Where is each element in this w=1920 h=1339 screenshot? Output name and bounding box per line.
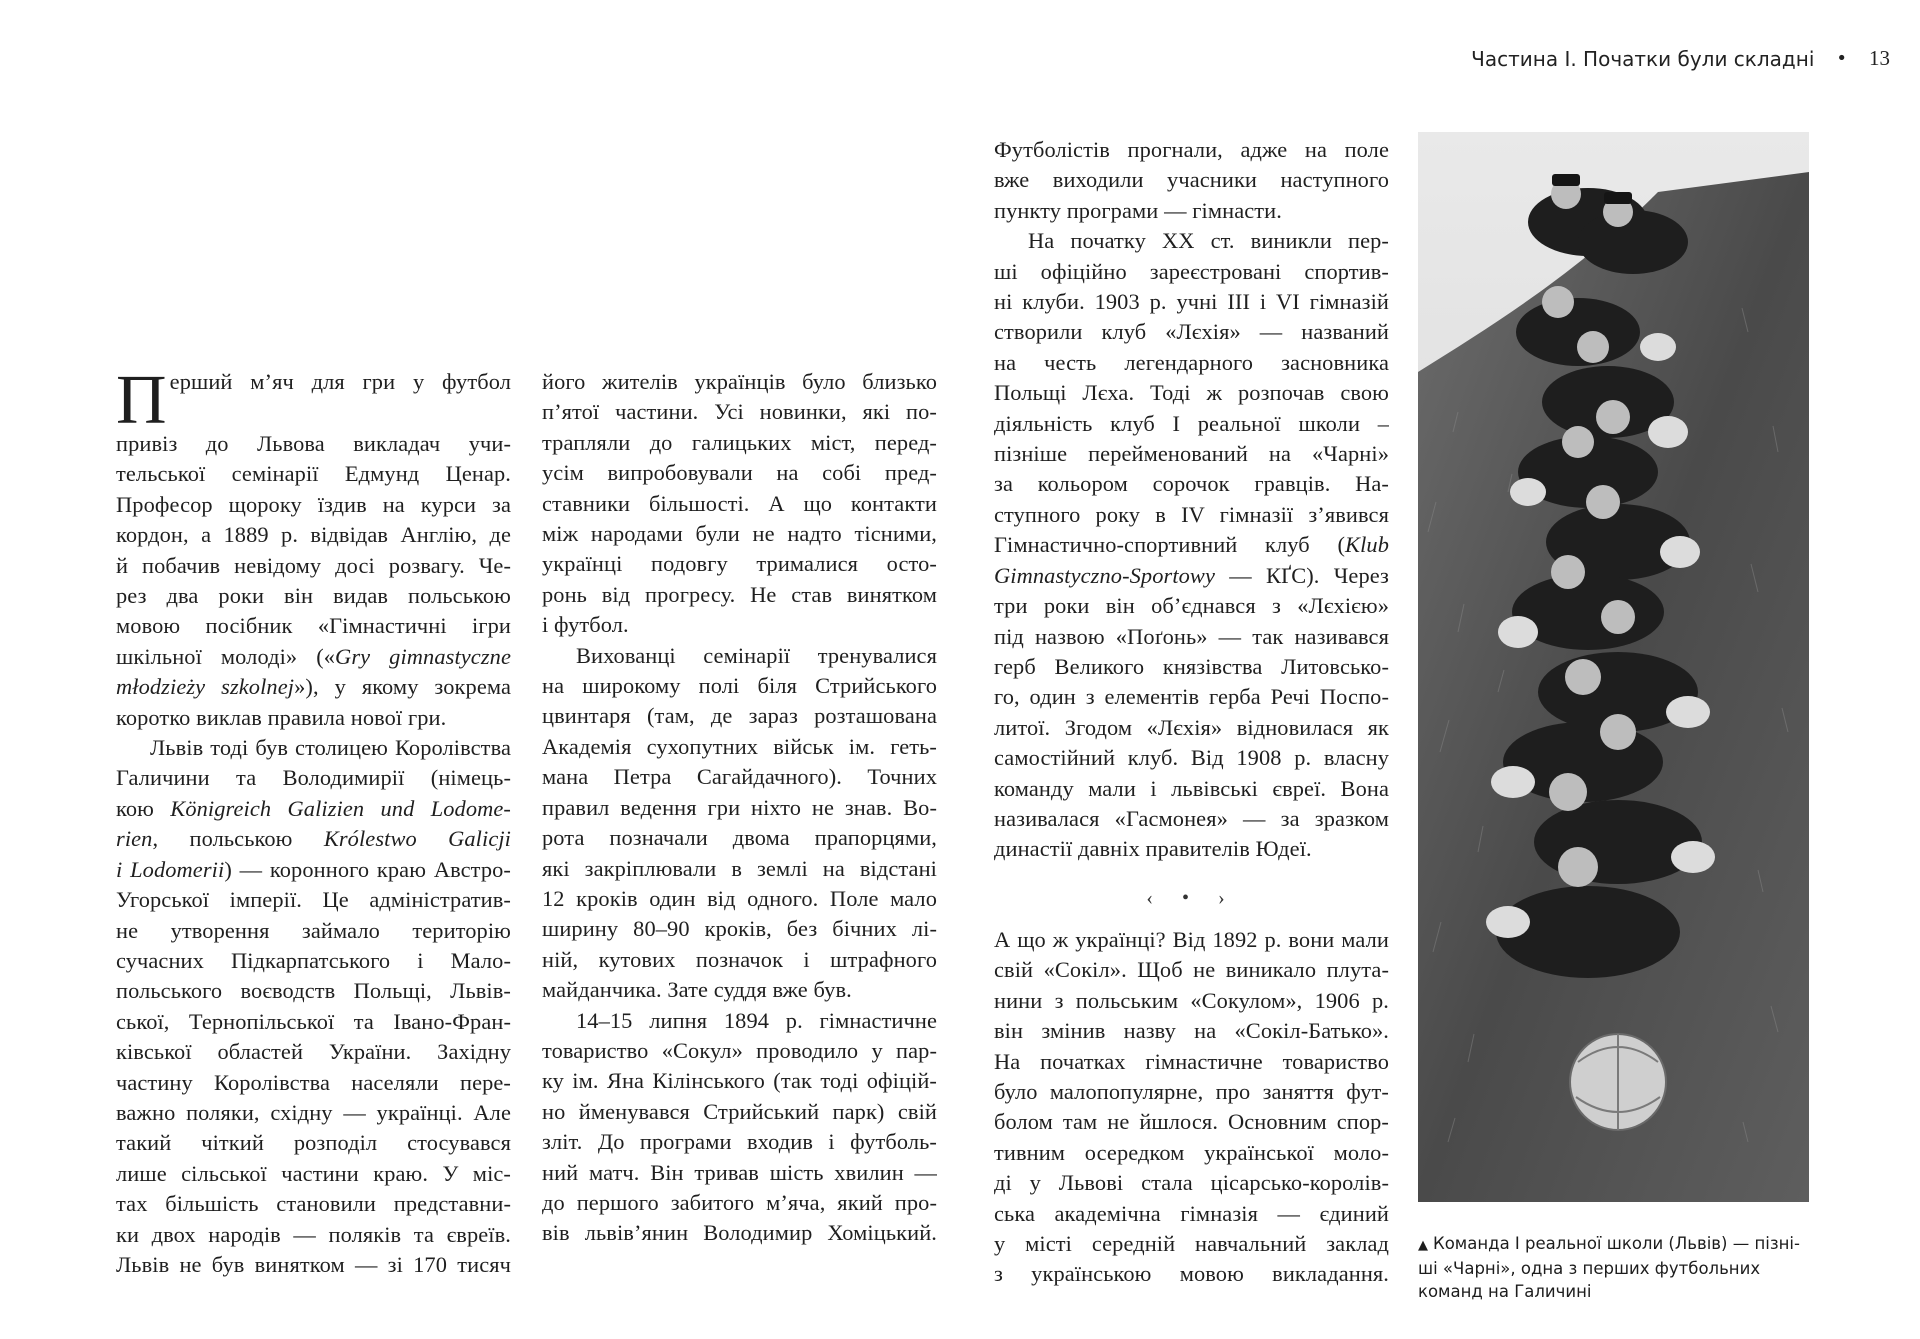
text-line: створили клуб «Лєхія» — названий — [994, 319, 1389, 345]
text-line: мана Петра Сагайдачного). Точних — [542, 764, 937, 790]
running-head — [1471, 46, 1890, 71]
text-line: українці подовгу трималися осто- — [542, 551, 937, 577]
text-line: династії давніх правителів Юдеї. — [994, 836, 1312, 862]
text-line: за кольором сорочок гравців. На- — [994, 471, 1389, 497]
text-line: тельської семінарії Едмунд Ценар. — [116, 461, 511, 487]
text-line: й побачив невідому досі розвагу. Че- — [116, 552, 511, 578]
text-line: команду мали і львівські євреї. Вона — [994, 775, 1389, 801]
text-line: Гімнастично-спортивний клуб (Klub — [994, 532, 1389, 558]
text-line: лише сільської частини краю. У міс- — [116, 1160, 511, 1186]
text-line: ставники більшості. А що контакти — [542, 490, 937, 516]
text-line: Вихованці семінарії тренувалися — [576, 642, 937, 668]
text-line: młodzieży szkolnej»), у якому зокрема — [116, 674, 511, 700]
text-line: вже виходили учасники наступного — [994, 167, 1389, 193]
text-column-3-upper — [994, 135, 1389, 865]
caption-triangle-icon: ▲ — [1418, 1238, 1428, 1253]
text-line: Галичини та Володимирії (німець- — [116, 765, 511, 791]
text-line: до першого забитого м’яча, який про- — [542, 1189, 937, 1215]
text-line: сучасних Підкарпатського і Мало- — [116, 947, 511, 973]
text-line: Львів тоді був столицею Королівства — [150, 735, 511, 761]
text-line: усім випробовували на собі пред- — [542, 460, 937, 486]
text-line: зліт. До програми входив і футболь- — [542, 1129, 937, 1155]
text-line: 12 кроків один від одного. Поле мало — [542, 885, 937, 911]
text-line: під назвою «Поґонь» — так називався — [994, 623, 1389, 649]
text-line: ді у Львові стала цісарсько-королів- — [994, 1170, 1389, 1196]
text-line: ки двох народів — поляків та євреїв. — [116, 1221, 511, 1247]
text-line: правил ведення гри ніхто не знав. Во- — [542, 794, 937, 820]
text-line: не утворення займало територію — [116, 917, 511, 943]
text-column-1 — [116, 367, 511, 1280]
text-line: пункту програми — гімнасти. — [994, 197, 1282, 223]
text-line: ші офіційно зареєстровані спортив- — [994, 258, 1389, 284]
photo-caption — [1418, 1232, 1818, 1303]
text-line: тивним осередком української моло- — [994, 1139, 1389, 1165]
text-line: герб Великого князівства Литовсько- — [994, 653, 1389, 679]
text-line: го, один з елементів герба Речі Поспо- — [994, 684, 1389, 710]
text-line: болом там не йшлося. Основним спор- — [994, 1109, 1389, 1135]
text-line: Футболістів прогнали, адже на поле — [994, 137, 1389, 162]
text-line: литої. Згодом «Лєхія» відновилася як — [994, 714, 1389, 740]
text-line: пізніше перейменований на «Чарні» — [994, 441, 1389, 467]
text-line: ній, кутових позначок і штрафного — [542, 946, 937, 972]
text-line: Gimnastyczno-Sportowy — КҐС). Через — [994, 562, 1389, 588]
text-line: Польщі Лєха. Тоді ж розпочав свою — [994, 380, 1389, 406]
caption-line: ▲ Команда I реальної школи (Львів) — пізні- — [1418, 1234, 1800, 1253]
caption-line: команд на Галичині — [1418, 1282, 1592, 1301]
text-line: товариство «Сокул» проводило у пар- — [542, 1037, 937, 1063]
text-line: шкільної молоді» («Gry gimnastyczne — [116, 643, 511, 669]
text-line: свій «Сокіл». Щоб не виникало плута- — [994, 957, 1389, 983]
text-line: привіз до Львова викладач учи- — [116, 431, 511, 456]
text-line: п’ятої частини. Усі новинки, які по- — [542, 399, 937, 425]
text-line: три роки він об’єднався з «Лєхією» — [994, 593, 1389, 619]
team-photo — [1418, 132, 1809, 1202]
text-line: кою Königreich Galizien und Lodome- — [116, 795, 511, 821]
text-line: 14–15 липня 1894 р. гімнастичне — [576, 1007, 937, 1033]
text-line: А що ж українці? Від 1892 р. вони мали — [994, 927, 1389, 952]
text-line: тах більшість становили представни- — [116, 1191, 511, 1217]
section-divider: ‹ • › — [1146, 887, 1237, 909]
text-line: між народами були не надто тісними, — [542, 521, 937, 547]
page-number: 13 — [1869, 46, 1890, 70]
text-line: на честь легендарного засновника — [994, 349, 1389, 375]
text-line: Академія сухопутних військ ім. геть- — [542, 733, 937, 759]
text-line: майданчика. Зате суддя вже був. — [542, 977, 852, 1003]
text-line: Професор щороку їздив на курси за — [116, 491, 511, 517]
text-line: На початку XX ст. виникли пер- — [1028, 228, 1389, 254]
text-line: було малопопулярне, про заняття фут- — [994, 1079, 1389, 1105]
text-line: мовою посібник «Гімнастичні ігри — [116, 613, 511, 639]
text-line: ку ім. Яна Кілінського (так тоді офіцій- — [542, 1068, 937, 1094]
text-line: з українською мовою викладання. — [994, 1261, 1389, 1287]
text-line: він змінив назву на «Сокіл-Батько». — [994, 1018, 1389, 1044]
text-line: у місті середній навчальний заклад — [994, 1231, 1389, 1257]
text-line: трапляли до галицьких міст, перед- — [542, 429, 937, 455]
text-column-3-lower — [994, 925, 1389, 1290]
text-line: рез два роки він видав польською — [116, 583, 511, 609]
text-line: рота позначали двома прапорцями, — [542, 825, 937, 851]
text-line: польського воєводств Польщі, Львів- — [116, 978, 511, 1004]
team-photo-icon — [1418, 132, 1809, 1202]
text-line: на широкому полі біля Стрийського — [542, 673, 937, 699]
text-line: вів львів’янин Володимир Хоміцький. — [542, 1220, 937, 1246]
text-line: ронь від прогресу. Не став винятком — [542, 581, 937, 607]
text-line: його жителів українців було близько — [542, 369, 937, 394]
text-line: rien, польською Królestwo Galicji — [116, 826, 511, 852]
text-line: які закріплювали в землі на відстані — [542, 855, 937, 881]
text-line: ширину 80–90 кроків, без бічних лі- — [542, 916, 937, 942]
text-line: Перший м’яч для гри у футбол — [116, 367, 511, 429]
text-line: но йменувався Стрийський парк) свій — [542, 1098, 937, 1124]
text-line: ської, Тернопільської та Івано-Фран- — [116, 1008, 511, 1034]
drop-cap: П — [116, 367, 167, 429]
caption-line: ші «Чарні», одна з перших футбольних — [1418, 1259, 1761, 1278]
text-line: і футбол. — [542, 612, 629, 638]
header-bullet: • — [1836, 48, 1847, 69]
text-line: частину Королівства населяли пере- — [116, 1069, 511, 1095]
text-line: цвинтаря (там, де зараз розташована — [542, 703, 937, 729]
text-line: ні клуби. 1903 р. учні III і VI гімназій — [994, 289, 1389, 315]
text-line: Львів не був винятком — зі 170 тисяч — [116, 1251, 511, 1277]
text-line: називалася «Гасмонея» — за зразком — [994, 805, 1389, 831]
text-line: кордон, а 1889 р. відвідав Англію, де — [116, 522, 511, 548]
text-column-2 — [542, 367, 937, 1249]
text-line: такий чіткий розподіл стосувався — [116, 1130, 511, 1156]
text-line: нини з польським «Сокулом», 1906 р. — [994, 987, 1389, 1013]
text-line: ступного року в IV гімназії з’явився — [994, 501, 1389, 527]
text-line: На початках гімнастичне товариство — [994, 1048, 1389, 1074]
text-line: самостійний клуб. Від 1908 р. власну — [994, 745, 1389, 771]
text-line: Угорської імперії. Це адміністратив- — [116, 887, 511, 913]
text-line: важно поляки, східну — українці. Але — [116, 1099, 511, 1125]
text-line: ний матч. Він тривав шість хвилин — — [542, 1159, 937, 1185]
text-line: i Lodomerii) — коронного краю Австро- — [116, 856, 511, 882]
text-line: діяльність клуб I реальної школи – — [994, 410, 1389, 436]
text-line: ківської областей України. Західну — [116, 1039, 511, 1065]
chapter-title: Частина I. Початки були складні — [1471, 46, 1815, 71]
text-line: ська академічна гімназія — єдиний — [994, 1200, 1389, 1226]
text-line: коротко виклав правила нової гри. — [116, 704, 447, 730]
